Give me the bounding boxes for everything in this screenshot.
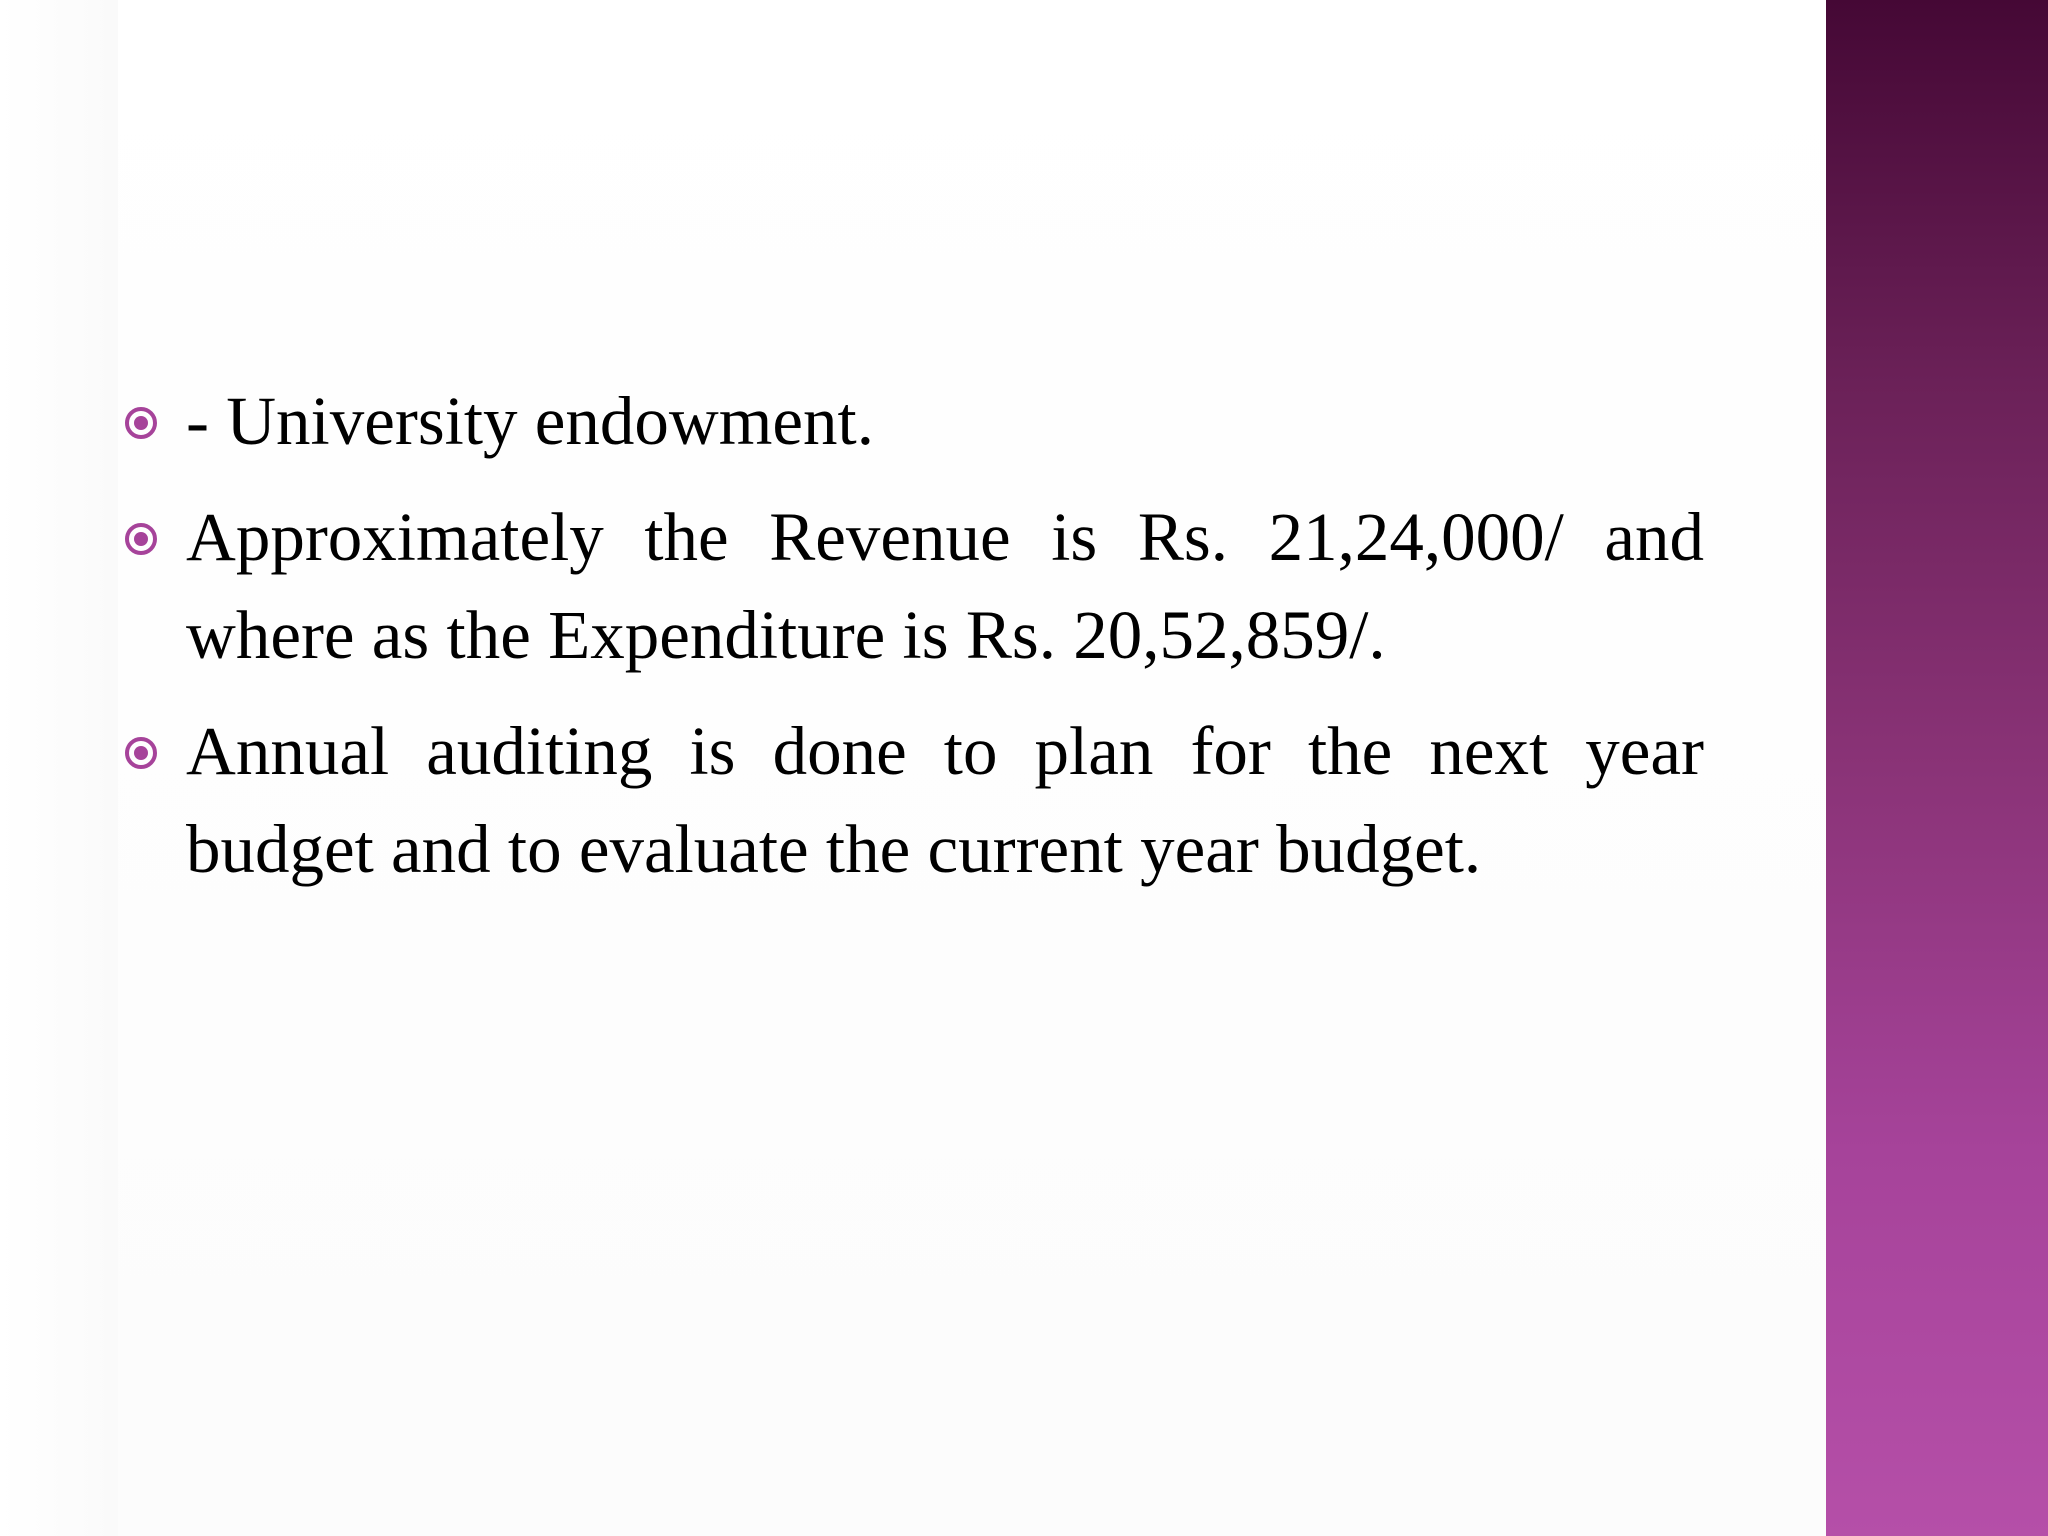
bullet-text: Annual auditing is done to plan for the next year budget and to evaluate the current year budget. (186, 713, 1704, 887)
circled-dot-icon (124, 406, 158, 440)
left-shade-panel (0, 0, 118, 1536)
bullet-item-endowment (120, 372, 1704, 470)
decorative-side-bar (1826, 0, 2048, 1536)
circled-dot-icon (124, 522, 158, 556)
bullet-text: - University endowment. (186, 383, 874, 459)
bullet-item-revenue (120, 488, 1704, 684)
bullet-list (120, 372, 1704, 916)
bullet-text: Approximately the Revenue is Rs. 21,24,000/ and where as the Expenditure is Rs. 20,52,859/. (186, 499, 1704, 673)
circled-dot-icon (124, 736, 158, 770)
bullet-item-auditing (120, 702, 1704, 898)
